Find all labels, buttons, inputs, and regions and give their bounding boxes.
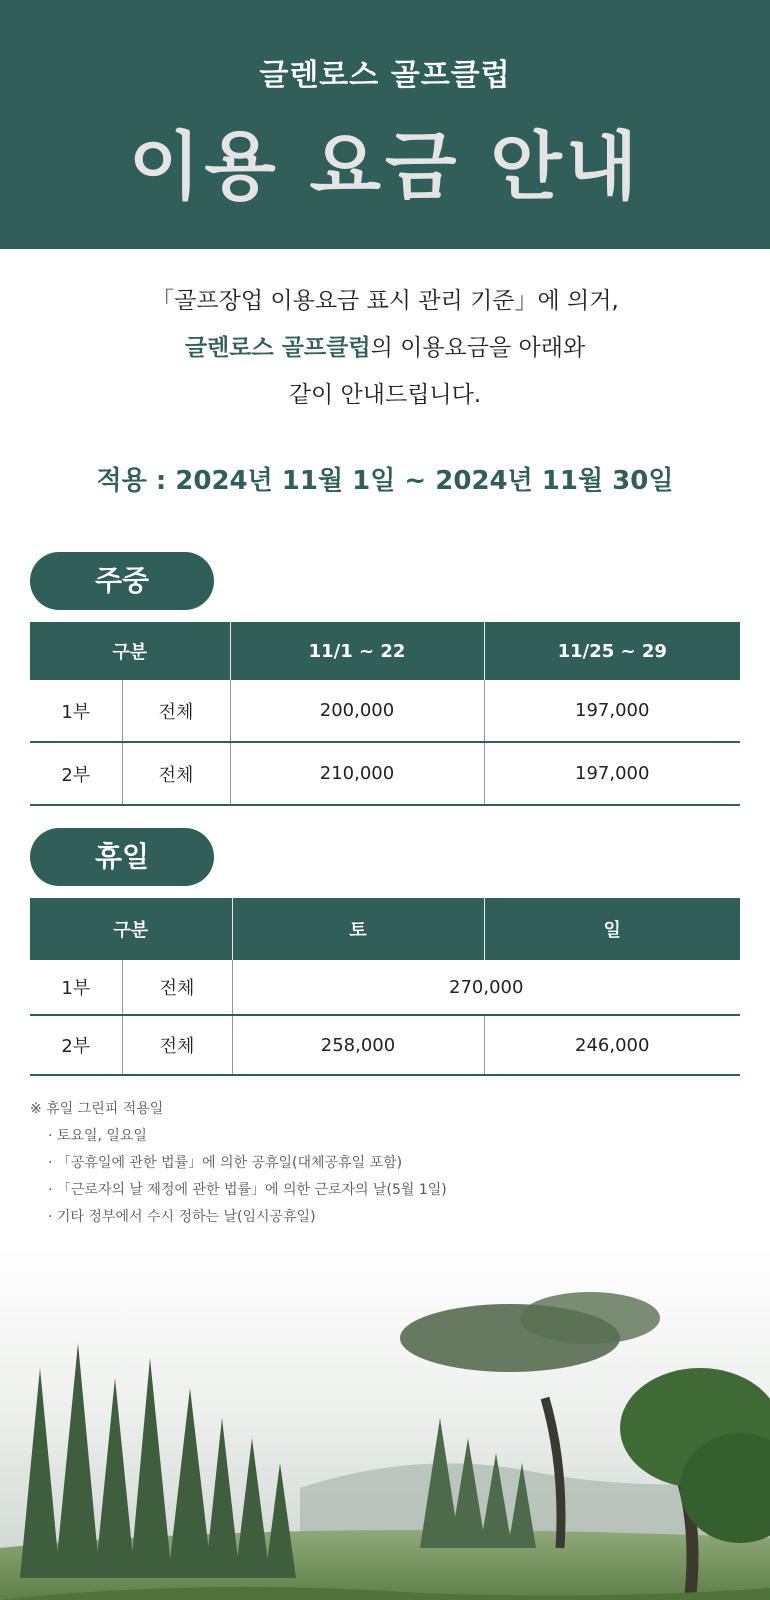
price-cell: 197,000 — [484, 680, 740, 742]
weekday-rate-table — [30, 622, 740, 806]
price-cell-merged: 270,000 — [232, 960, 740, 1015]
club-name: 글렌로스 골프클럽 — [259, 58, 511, 93]
header-category: 구분 — [30, 898, 232, 960]
header-period-2: 11/25 ~ 29 — [484, 622, 740, 680]
header-sunday: 일 — [484, 898, 740, 960]
table-header-row — [30, 898, 740, 960]
type-cell: 전체 — [122, 1015, 232, 1075]
note-item: · 「근로자의 날 제정에 관한 법률」에 의한 근로자의 날(5월 1일) — [48, 1182, 447, 1198]
price-cell: 200,000 — [230, 680, 484, 742]
price-cell: 197,000 — [484, 742, 740, 805]
part-cell: 1부 — [30, 960, 122, 1015]
header-period-1: 11/1 ~ 22 — [230, 622, 484, 680]
header-banner — [0, 0, 770, 249]
table-row — [30, 1015, 740, 1075]
apply-period: 적용 : 2024년 11월 1일 ~ 2024년 11월 30일 — [96, 466, 674, 496]
table-row — [30, 680, 740, 742]
holiday-rate-table — [30, 898, 740, 1076]
intro-line-2 — [0, 325, 770, 372]
club-name-highlight: 글렌로스 골프클럽 — [184, 335, 371, 361]
price-cell: 246,000 — [484, 1015, 740, 1075]
intro-line-3: 같이 안내드립니다. — [288, 382, 482, 408]
part-cell: 2부 — [30, 1015, 122, 1075]
type-cell: 전체 — [122, 742, 230, 805]
type-cell: 전체 — [122, 680, 230, 742]
golf-course-landscape-image — [0, 1248, 770, 1600]
landscape-illustration — [0, 1248, 770, 1600]
weekday-label: 주중 — [30, 552, 214, 610]
holiday-label: 휴일 — [30, 828, 214, 886]
header-category: 구분 — [30, 622, 230, 680]
table-row — [30, 742, 740, 805]
header-saturday: 토 — [232, 898, 484, 960]
intro-text — [0, 278, 770, 419]
type-cell: 전체 — [122, 960, 232, 1015]
note-item: · 기타 정부에서 수시 정하는 날(임시공휴일) — [48, 1209, 316, 1225]
price-cell: 258,000 — [232, 1015, 484, 1075]
notes-title: ※ 휴일 그린피 적용일 — [30, 1101, 164, 1117]
table-row — [30, 960, 740, 1015]
intro-line-2-rest: 의 이용요금을 아래와 — [370, 335, 586, 361]
part-cell: 1부 — [30, 680, 122, 742]
price-cell: 210,000 — [230, 742, 484, 805]
holiday-notes — [30, 1096, 447, 1231]
part-cell: 2부 — [30, 742, 122, 805]
note-item: · 토요일, 일요일 — [48, 1128, 147, 1144]
intro-line-1: 「골프장업 이용요금 표시 관리 기준」에 의거, — [151, 288, 619, 314]
page-title: 이용 요금 안내 — [128, 124, 642, 210]
note-item: · 「공휴일에 관한 법률」에 의한 공휴일(대체공휴일 포함) — [48, 1155, 403, 1171]
table-header-row — [30, 622, 740, 680]
